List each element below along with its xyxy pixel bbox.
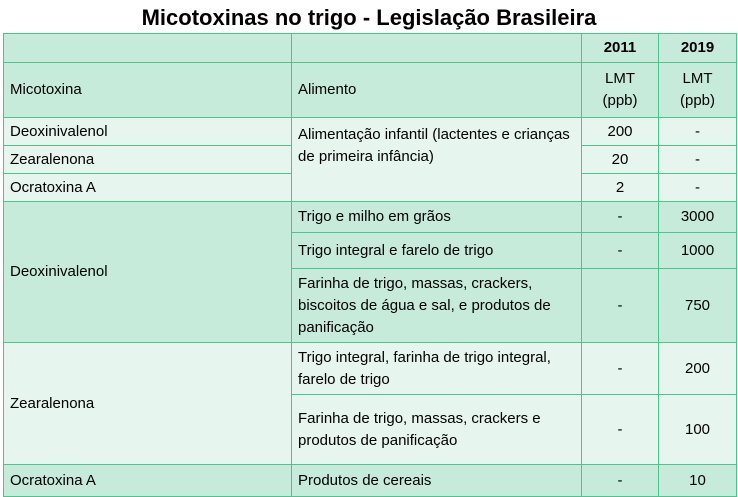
toxin-cell: Ocratoxina A bbox=[4, 465, 292, 497]
value-2019-cell: - bbox=[659, 146, 737, 174]
value-2019-cell: - bbox=[659, 118, 737, 146]
food-cell: Trigo integral e farelo de trigo bbox=[292, 233, 582, 269]
mycotoxin-table bbox=[3, 33, 737, 497]
lmt-2011-header: LMT (ppb) bbox=[582, 63, 659, 118]
food-cell: Trigo e milho em grãos bbox=[292, 202, 582, 233]
table-row bbox=[4, 465, 737, 497]
value-2019-cell: 1000 bbox=[659, 233, 737, 269]
food-cell: Farinha de trigo, massas, crackers e produtos de panificação bbox=[292, 395, 582, 465]
value-2019-cell: 3000 bbox=[659, 202, 737, 233]
value-2019-cell: 100 bbox=[659, 395, 737, 465]
food-cell: Farinha de trigo, massas, crackers, biscoitos de água e sal, e produtos de panificação bbox=[292, 269, 582, 343]
table-row bbox=[4, 343, 737, 395]
value-2019-cell: 750 bbox=[659, 269, 737, 343]
empty-header-cell bbox=[4, 34, 292, 63]
value-2011-cell: 20 bbox=[582, 146, 659, 174]
year-2011-header: 2011 bbox=[582, 34, 659, 63]
toxin-cell: Deoxinivalenol bbox=[4, 202, 292, 343]
value-2011-cell: - bbox=[582, 465, 659, 497]
toxin-cell: Ocratoxina A bbox=[4, 174, 292, 202]
table-row bbox=[4, 202, 737, 233]
toxin-cell: Deoxinivalenol bbox=[4, 118, 292, 146]
lmt-2019-header: LMT (ppb) bbox=[659, 63, 737, 118]
year-2019-header: 2019 bbox=[659, 34, 737, 63]
value-2011-cell: - bbox=[582, 202, 659, 233]
value-2011-cell: 200 bbox=[582, 118, 659, 146]
page-title: Micotoxinas no trigo - Legislação Brasileira bbox=[141, 5, 597, 30]
value-2019-cell: - bbox=[659, 174, 737, 202]
micotoxina-header: Micotoxina bbox=[4, 63, 292, 118]
alimento-header: Alimento bbox=[292, 63, 582, 118]
value-2011-cell: - bbox=[582, 269, 659, 343]
toxin-cell: Zearalenona bbox=[4, 343, 292, 465]
year-header-row bbox=[4, 34, 737, 63]
food-cell: Alimentação infantil (lactentes e crianças de primeira infância) bbox=[292, 118, 582, 202]
value-2011-cell: - bbox=[582, 233, 659, 269]
value-2019-cell: 10 bbox=[659, 465, 737, 497]
column-header-row bbox=[4, 63, 737, 118]
empty-header-cell bbox=[292, 34, 582, 63]
food-cell: Produtos de cereais bbox=[292, 465, 582, 497]
food-cell: Trigo integral, farinha de trigo integral, farelo de trigo bbox=[292, 343, 582, 395]
value-2019-cell: 200 bbox=[659, 343, 737, 395]
value-2011-cell: 2 bbox=[582, 174, 659, 202]
value-2011-cell: - bbox=[582, 395, 659, 465]
toxin-cell: Zearalenona bbox=[4, 146, 292, 174]
value-2011-cell: - bbox=[582, 343, 659, 395]
table-row bbox=[4, 118, 737, 146]
